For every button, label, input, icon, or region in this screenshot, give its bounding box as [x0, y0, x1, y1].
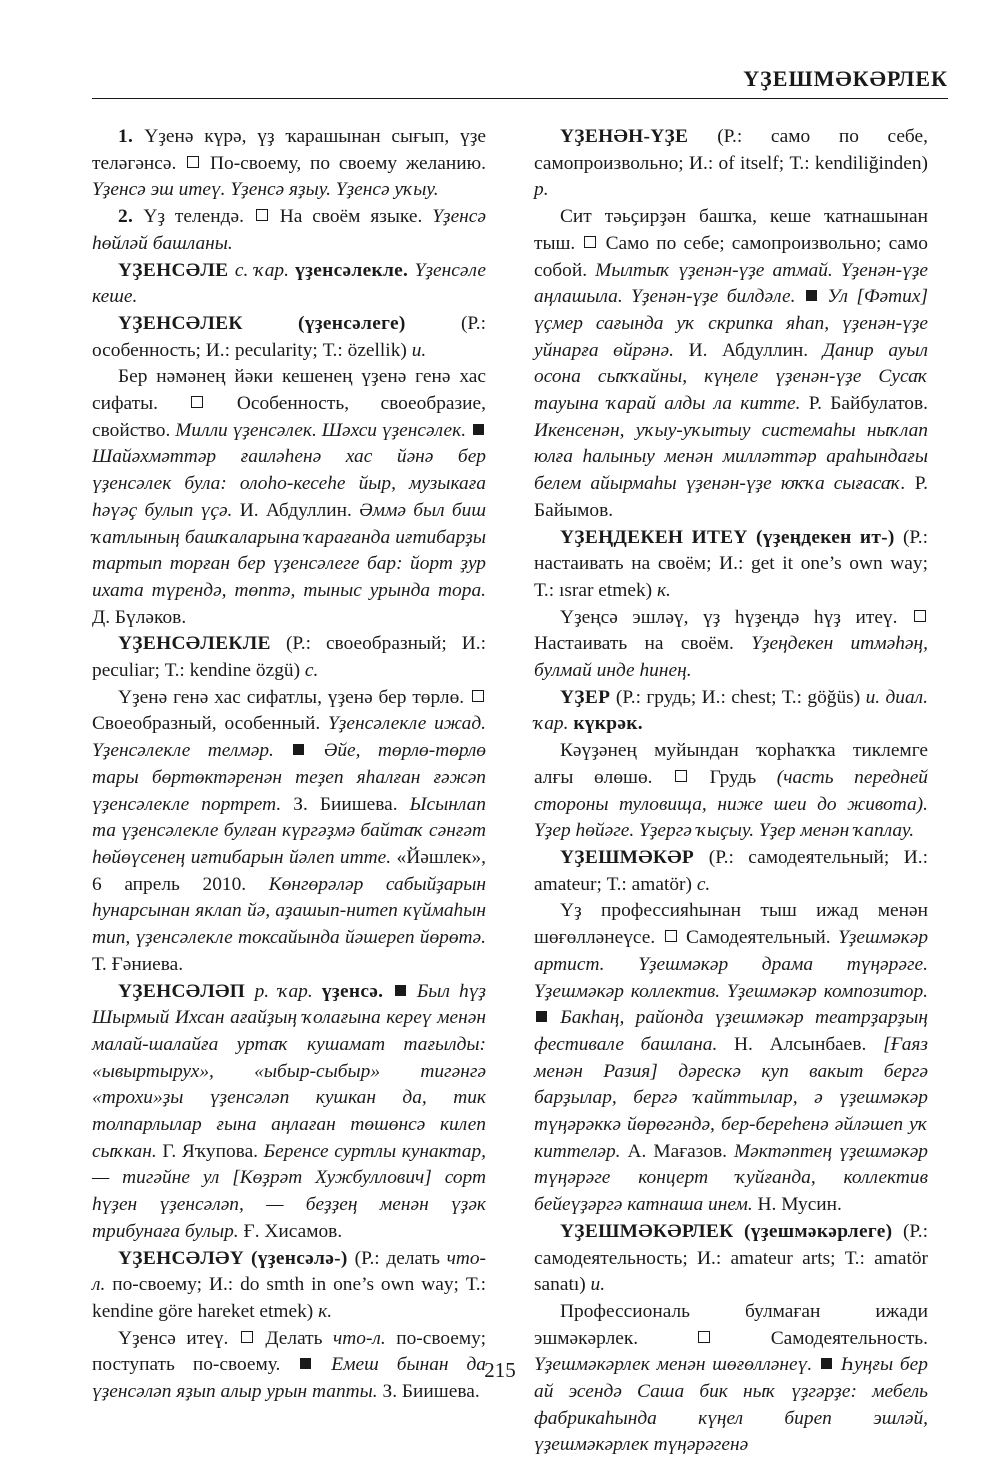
italic-text: (часть передней стороны туловища, ниже шеи до живота). Үҙер һөйәге. Үҙергә ҡыҫыу. Үҙер менән ҡаплау.	[534, 766, 928, 842]
italic-text: и.	[411, 339, 427, 361]
headword: ҮҘЕНСӘЛЕК (үҙенсәлеге)	[118, 312, 461, 334]
text-run: Г. Яҡупова.	[162, 1140, 264, 1162]
dictionary-paragraph	[92, 124, 486, 204]
page-number: 215	[484, 1358, 516, 1382]
text-run: по-своему; И.: do smth in one’s own way; Т.: kendine göre hareket etmek)	[92, 1274, 486, 1322]
text-run: Грудь	[689, 766, 777, 788]
italic-text: Үҙенсә эш итеү. Үҙенсә яҙыу. Үҙенсә уҡыу.	[92, 179, 439, 201]
text-run: Үҙенә күрә, үҙ ҡарашынан сығып, үҙе теләгәнсә.	[92, 126, 486, 174]
dictionary-paragraph	[92, 204, 486, 257]
italic-text: к.	[656, 579, 671, 601]
dictionary-paragraph	[92, 631, 486, 684]
dictionary-paragraph	[534, 898, 928, 1218]
text-run: Н. Алсынбаев.	[734, 1033, 884, 1055]
italic-text: [Ғаяз менән Разия] дәрескә куп вакыт бергә барҙылар, бергә ҡайттылар, ә үҙешмәкәр түңәрәккә йөрөгәндә, бер-береһенә әйләшеп уҡ киттеләр.	[534, 1033, 928, 1162]
header-rule	[92, 98, 948, 99]
dictionary-paragraph	[534, 605, 928, 685]
right-column	[534, 124, 928, 1459]
headword: ҮҘЕШМӘКӘРЛЕК (үҙешмәкәрлеге)	[560, 1220, 903, 1242]
italic-text: р.	[534, 179, 549, 201]
dictionary-paragraph	[92, 979, 486, 1246]
italic-text: что-л.	[92, 1247, 486, 1296]
italic-text: Үҙенсәле кеше.	[92, 259, 486, 308]
italic-text: с.	[304, 660, 319, 682]
italic-text: Ул [Фәтих] үҫмер сағында уҡ скрипка яһап, үҙенән-үҙе уйнарға өйрәнә.	[534, 286, 928, 361]
text-run: (Р.: настаивать на своём; И.: get it one’s own way; Т.: ısrar etmek)	[534, 526, 928, 601]
text-run: Профессиональ булмаған ижади эшмәкәрлек.	[534, 1300, 928, 1349]
italic-text: Беренсе суртлы кунактар, — тигәйне ул [Көҙрәт Хужбуллович] сорт һүҙен үҙенсәләп, — беҙҙең менән үҙәк трибунаға булыр.	[92, 1140, 486, 1242]
text-run: Бер нәмәнең йәки кешенең үҙенә генә хас сифаты.	[92, 366, 486, 415]
russian-translation-marker-icon	[187, 156, 199, 168]
text-run: Самодеятельный.	[678, 927, 839, 949]
citation-marker-icon	[293, 744, 304, 755]
russian-translation-marker-icon	[665, 930, 677, 942]
text-run: (Р.: своеобразный; И.: peculiar; Т.: kendine özgü)	[92, 633, 486, 682]
dictionary-paragraph	[534, 738, 928, 845]
dictionary-paragraph	[92, 685, 486, 979]
text-run: Үҙенә генә хас сифатлы, үҙенә бер төрлө.	[118, 686, 470, 708]
italic-text: Үҙешмәкәр артист. Үҙешмәкәр драма түңәрәге. Үҙешмәкәр коллектив. Үҙешмәкәр композитор.	[534, 927, 929, 1002]
italic-text: что-л.	[333, 1327, 397, 1349]
italic-text: Һуңғы бер ай эсендә Саша бик ныҡ үҙгәрҙе: мебель фабрикаһында күңел биреп эшләй, үҙешмәкәрлек түңәрәгенә	[534, 1354, 928, 1456]
headword: ҮҘЕР	[560, 686, 616, 708]
headword: үҙенсә.	[321, 980, 393, 1002]
text-run: (Р.: само по себе, самопроизвольно; И.: of itself; Т.: kendiliğinden)	[534, 126, 928, 174]
russian-translation-marker-icon	[241, 1331, 253, 1343]
text-run: (Р.: самодеятельность; И.: amateur arts; Т.: amatör sanatı)	[534, 1220, 928, 1296]
russian-translation-marker-icon	[584, 236, 596, 248]
text-run: Р. Байбулатов.	[808, 393, 929, 415]
text-run: Кәүҙәнең муйындан ҡорһаҡҡа тиклемге алғы өлөшө.	[534, 740, 928, 788]
italic-text: Үҙеңдекен итмәһәң, булмай инде һинең.	[534, 633, 929, 682]
russian-translation-marker-icon	[698, 1331, 710, 1343]
citation-marker-icon	[806, 290, 817, 301]
italic-text: Мылтыҡ үҙенән-үҙе атмай. Үҙенән-үҙе аңлашыла. Үҙенән-үҙе билдәле.	[534, 259, 928, 308]
text-run: Үҙеңсә эшләү, үҙ һүҙеңдә һүҙ итеү.	[560, 606, 912, 628]
text-run: И. Абдуллин.	[239, 499, 360, 521]
text-run: Үҙенсә итеү.	[118, 1327, 239, 1349]
text-run: Своеобразный, особенный.	[92, 713, 329, 735]
text-run: (Р.: грудь; И.: chest; Т.: göğüs)	[615, 686, 866, 708]
dictionary-paragraph	[534, 525, 928, 605]
text-run: (Р.: особенность; И.: pecularity; Т.: özellik)	[92, 312, 486, 361]
dictionary-paragraph	[534, 204, 928, 524]
citation-marker-icon	[395, 985, 406, 996]
italic-text: Үҙешмәкәрлек менән шөғөлләнеү.	[534, 1354, 819, 1376]
dictionary-paragraph	[92, 258, 486, 311]
text-run: Үҙ телендә.	[143, 206, 254, 228]
dictionary-paragraph	[534, 685, 928, 738]
russian-translation-marker-icon	[675, 770, 687, 782]
italic-text: Әйе, төрлө-төрлө тары бөртөктәренән теҙеп яһалған ғәжәп үҙенсәлекле портрет.	[92, 740, 486, 815]
italic-text: Үҙенсәлекле ижад. Үҙенсәлекле телмәр.	[92, 713, 487, 762]
russian-translation-marker-icon	[472, 690, 484, 702]
headword: ҮҘЕНСӘЛЕ	[118, 259, 235, 281]
headword: ҮҘЕНСӘЛЕКЛЕ	[118, 633, 286, 655]
headword: ҮҘЕНСӘЛӘҮ (үҙенсәлә-)	[118, 1247, 355, 1269]
dictionary-paragraph	[92, 364, 486, 631]
text-run: Само по себе; самопроизвольно; само собой.	[534, 232, 928, 281]
italic-text: Емеш бынан да үҙенсәләп яҙып алыр урын тапты.	[92, 1354, 486, 1403]
italic-text: Икенсенән, уҡыу-уҡытыу системаһы ныҡлап юлға һалыныу менән милләттәр араһындағы белем айырмаһы үҙенән-үҙе юҡҡа сығасаҡ.	[534, 419, 928, 495]
italic-text: Мәктәптең үҙешмәкәр түңәрәге концерт ҡуйғанда, коллектив бейеүҙәргә катнаша инем.	[534, 1140, 928, 1216]
text-run: Р. Байымов.	[534, 473, 928, 521]
dictionary-paragraph	[534, 845, 928, 898]
italic-text: р. ҡар.	[254, 980, 322, 1002]
italic-text: Данир ауыл осона сыҡҡайны, күңеле үҙенән-үҙе Сусаҡ тауына ҡарай алды ла китте.	[534, 339, 928, 415]
text-run: И. Абдуллин.	[688, 339, 823, 361]
headword: ҮҘЕШМӘКӘР	[560, 846, 709, 868]
text-run: На своём языке.	[269, 206, 433, 228]
dictionary-paragraph	[534, 1219, 928, 1299]
text-run: З. Биишева.	[293, 793, 410, 815]
text-run: Т. Ғәниева.	[92, 953, 184, 975]
text-run: (Р.: самодеятельный; И.: amateur; Т.: amatör)	[534, 846, 928, 895]
russian-translation-marker-icon	[191, 396, 203, 408]
headword: ҮҘЕНСӘЛӘП	[118, 980, 255, 1002]
dictionary-paragraph	[92, 1246, 486, 1326]
text-run: Особенность, своеобразие, свойство.	[92, 393, 486, 441]
headword: 2.	[118, 206, 144, 228]
russian-translation-marker-icon	[256, 209, 268, 221]
text-run: по-своему; поступать по-своему.	[92, 1327, 486, 1376]
italic-text: с. ҡар.	[234, 259, 296, 281]
citation-marker-icon	[473, 424, 484, 435]
text-run: Делать	[254, 1327, 333, 1349]
text-run: Үҙ профессияһынан тыш ижад менән шөғөлләнеүсе.	[534, 900, 928, 949]
italic-text: Милли үҙенсәлек. Шәхси үҙенсәлек.	[175, 419, 471, 441]
text-run: По-своему, по своему желанию.	[201, 152, 486, 174]
italic-text: Әммә был биш ҡатлының башҡаларына ҡарағанда иғтибарҙы тартып торған бер үҙенсәлеге бар: йорт ҙур ихата түрендә, төптә, тыныс урында тора.	[92, 499, 486, 601]
italic-text: Шайәхмәттәр ғаиләһенә хас йәнә бер үҙенсәлек була: олоһо-кесеһе йыр, музыкаға һәүәҫ булып үҫә.	[92, 446, 486, 521]
dictionary-paragraph	[92, 311, 486, 364]
running-head: ҮҘЕШМӘКӘРЛЕК	[743, 66, 948, 91]
italic-text: Был һүҙ Шырмый Ихсан ағайҙың ҡолағына кереү менән малай-шалайға уртаҡ кушамат тағылды: «ывыртырух», «ыбыр-сыбыр» тигәнгә «трохи»ҙы үҙенсәләп кушкан да, тик толпарлылар ғына аңлаған төшөнсә килеп сыҡкан.	[92, 980, 486, 1162]
dictionary-paragraph	[534, 124, 928, 204]
text-run: З. Биишева.	[382, 1381, 480, 1403]
italic-text: и. диал. ҡар.	[534, 686, 928, 735]
text-run: Ғ. Хисамов.	[243, 1220, 343, 1242]
headword: күкрәк.	[573, 713, 643, 735]
text-run: Н. Мусин.	[757, 1194, 842, 1216]
italic-text: Бакһаң, районда үҙешмәкәр театрҙарҙың фестивале башлана.	[534, 1007, 928, 1055]
citation-marker-icon	[536, 1011, 547, 1022]
text-run: (Р.: делать	[354, 1247, 447, 1269]
text-run: Самодеятельность.	[712, 1327, 928, 1349]
headword: ҮҘЕНӘН-ҮҘЕ	[560, 126, 718, 147]
italic-text: Ысынлап та үҙенсәлекле булған күргәҙмә байтаҡ сәнғәт һөйөүсенең иғтибарын йәлеп итте.	[92, 793, 486, 868]
italic-text: и.	[590, 1274, 606, 1296]
headword: ҮҘЕҢДЕКЕН ИТЕҮ (үҙеңдекен ит-)	[560, 526, 903, 548]
text-run: «Йәшлек», 6 апрель 2010.	[92, 846, 486, 895]
italic-text: Көнгөрәләр сабыйҙарын һунарсынан яклап йә, аҙашып-нитеп күймаһын тип, үҙенсәлекле токсайында йәшереп йөрөтә.	[92, 873, 486, 949]
italic-text: к.	[318, 1300, 333, 1322]
text-run: Д. Бүләков.	[92, 606, 187, 628]
left-column	[92, 124, 486, 1406]
text-run: Сит тәьҫирҙән башҡа, кеше ҡатнашынан тыш.	[534, 206, 928, 254]
text-run: А. Мағазов.	[627, 1140, 735, 1162]
headword: 1.	[118, 126, 145, 147]
italic-text: Үҙенсә һөйләй башланы.	[92, 206, 487, 254]
italic-text: с.	[696, 873, 711, 895]
russian-translation-marker-icon	[914, 610, 926, 622]
headword: үҙенсәлекле.	[295, 259, 415, 281]
text-run: Настаивать на своём.	[534, 633, 752, 655]
